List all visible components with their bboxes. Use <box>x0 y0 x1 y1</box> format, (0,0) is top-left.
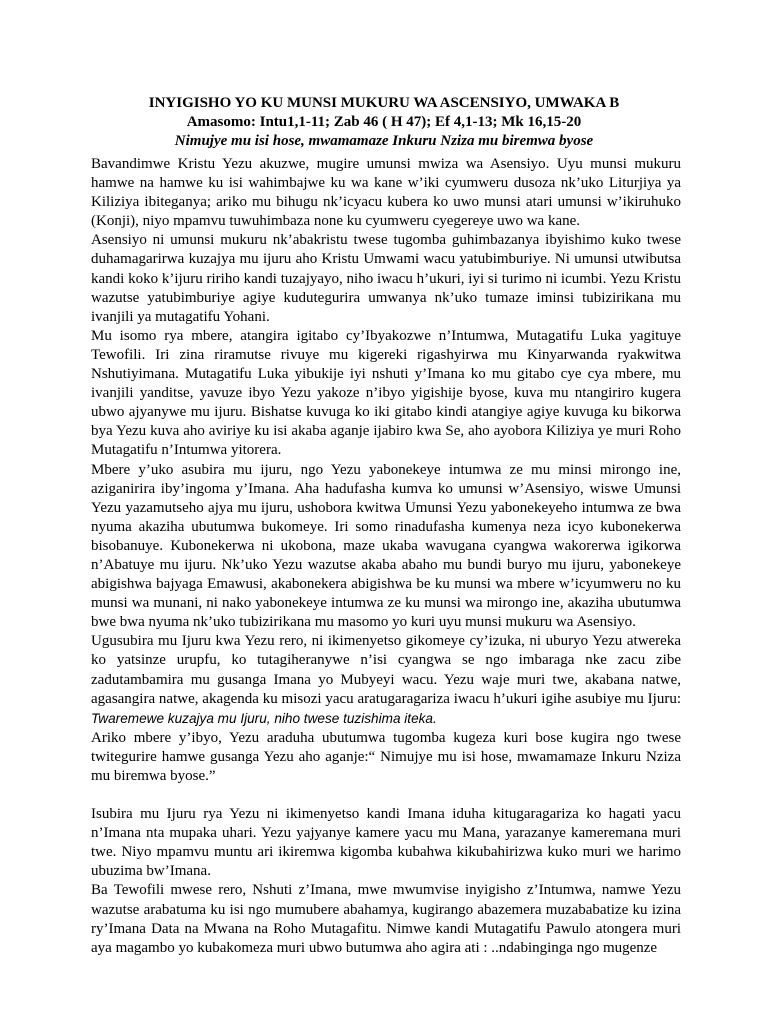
document-header <box>0 94 768 151</box>
paragraph-gap <box>91 786 681 805</box>
paragraph <box>91 632 681 728</box>
motto-line: Nimujye mu isi hose, mwamamaze Inkuru Nziza mu biremwa byose <box>174 133 594 149</box>
inline-quote: Twaremewe kuzajya mu Ijuru, niho twese tuzishima iteka. <box>91 710 437 726</box>
paragraph: Mu isomo rya mbere, atangira igitabo cy’Ibyakozwe n’Intumwa, Mutagatifu Luka yagituye Tewofili. Iri zina riramutse rivuye mu kigereki rigashyirwa mu Kinyarwanda ryakwitwa Nshutiyimana. Mutagatifu Luka yibukije iyi nshuti y’Imana ko mu gitabo cye cya mbere, mu ivanjili yanditse, yavuze ibyo Yezu yakoze n’ibyo yigishije byose, kuva mu ntangiriro kugera ubwo ajyanywe mu ijuru. Bishatse kuvuga ko iki gitabo kindi atangiye agiye kuvuga ku bikorwa bya Yezu kuva aho aviriye ku isi akaba aganje ijabiro kwa Se, aho ayobora Kiliziya ye muri Roho Mutagatifu n’Intumwa yitorera. <box>91 327 681 459</box>
paragraph-text: Ugusubira mu Ijuru kwa Yezu rero, ni ikimenyetso gikomeye cy’izuka, ni uburyo Yezu atwereka ko yatsinze urupfu, ko tutagiheranywe n’isi cyangwa se ngo imbaraga nke zacu zibe zadutambamira mu gusanga Imana yo Mubyeyi wacu. Yezu waje muri twe, akabana natwe, agasangira natwe, akagenda ku misozi yacu aratugaragariza iwacu h’ukuri igihe asubiye mu Ijuru: <box>91 633 681 707</box>
document-title: INYIGISHO YO KU MUNSI MUKURU WA ASCENSIYO, UMWAKA B <box>148 95 620 111</box>
paragraph: Ariko mbere y’ibyo, Yezu araduha ubutumwa tugomba kugeza kuri bose kugira ngo twese twitegurire hamwe gusanga Yezu aho aganje:“ Nimujye mu isi hose, mwamamaze Inkuru Nziza mu biremwa byose.” <box>91 729 681 784</box>
document-body <box>91 155 681 958</box>
paragraph: Asensiyo ni umunsi mukuru nk’abakristu twese tugomba guhimbazanya ibyishimo kuko twese duhamagarirwa kuzajya mu ijuru aho Kristu Umwami wacu yatubimburiye. Ni umunsi utwibutsa kandi koko k’ijuru ririho kandi tuzajyayo, niho iwacu h’ukuri, iyi si turimo ni icumbi. Yezu Kristu wazutse yatubimburiye agiye kudutegurira umwanya nk’uko tumaze iminsi tubizirikana mu ivanjili ya mutagatifu Yohani. <box>91 232 681 325</box>
paragraph: Isubira mu Ijuru rya Yezu ni ikimenyetso kandi Imana iduha kitugaragariza ko hagati yacu n’Imana nta mupaka uhari. Yezu yajyanye kamere yacu mu Mana, yarazanye kameremana muri twe. Niyo mpamvu muntu ari ikiremwa kigomba kubahwa kikubahirizwa kuko muri we harimo ubuzima bw’Imana. <box>91 806 681 880</box>
paragraph: Mbere y’uko asubira mu ijuru, ngo Yezu yabonekeye intumwa ze mu minsi mirongo ine, aziganirira iby’ingoma y’Imana. Aha hadufasha kumva ko umunsi w’Asensiyo, wiswe Umunsi Yezu yazamutseho ajya mu ijuru, ushobora kwitwa Umunsi Yezu yabonekeyeho intumwa ze bwa nyuma akaziha ubutumwa bukomeye. Iri somo rinadufasha kumenya neza icyo kubonekerwa bisobanuye. Kubonekerwa ni ukobona, maze ukaba wavugana cyangwa wakorerwa igikorwa n’Abatuye mu ijuru. Nk’uko Yezu wazutse akaba abaho mu bundi buryo mu ijuru, yabonekeye abigishwa bajyaga Emawusi, akabonekera abigishwa be ku munsi wa mbere w’icyumweru no ku munsi wa munani, ni nako yabonekeye intumwa ze ku munsi wa mirongo ine, akaziha ubutumwa bwe bwa nyuma nk’uko tubizirikana mu masomo yo kuri uyu munsi mukuru wa Asensiyo. <box>91 461 681 631</box>
paragraph: Bavandimwe Kristu Yezu akuzwe, mugire umunsi mwiza wa Asensiyo. Uyu munsi mukuru hamwe na hamwe ku isi wahimbajwe ku wa kane w’iki cyumweru dusoza nk’uko Liturjiya ya Kiliziya ibiteganya; ariko mu bihugu nk’icyacu kubera ko uwo munsi atari umunsi w’ikiruhuko (Konji), niyo mpamvu tuwuhimbaza none ku cyumweru cyegereye uwo wa kane. <box>91 156 681 230</box>
paragraph: Ba Tewofili mwese rero, Nshuti z’Imana, mwe mwumvise inyigisho z’Intumwa, namwe Yezu wazutse arabatuma ku isi ngo mumubere abahamya, kugirango abazemera muzababatize ku izina ry’Imana Data na Mwana na Roho Mutagafitu. Nimwe kandi Mutagatifu Pawulo atongera muri aya magambo yo kubakomeza muri ubwo butumwa aho agira ati : ..ndabinginga ngo mugenze <box>91 882 681 956</box>
readings-line: Amasomo: Intu1,1-11; Zab 46 ( H 47); Ef 4,1-13; Mk 16,15-20 <box>186 114 582 130</box>
